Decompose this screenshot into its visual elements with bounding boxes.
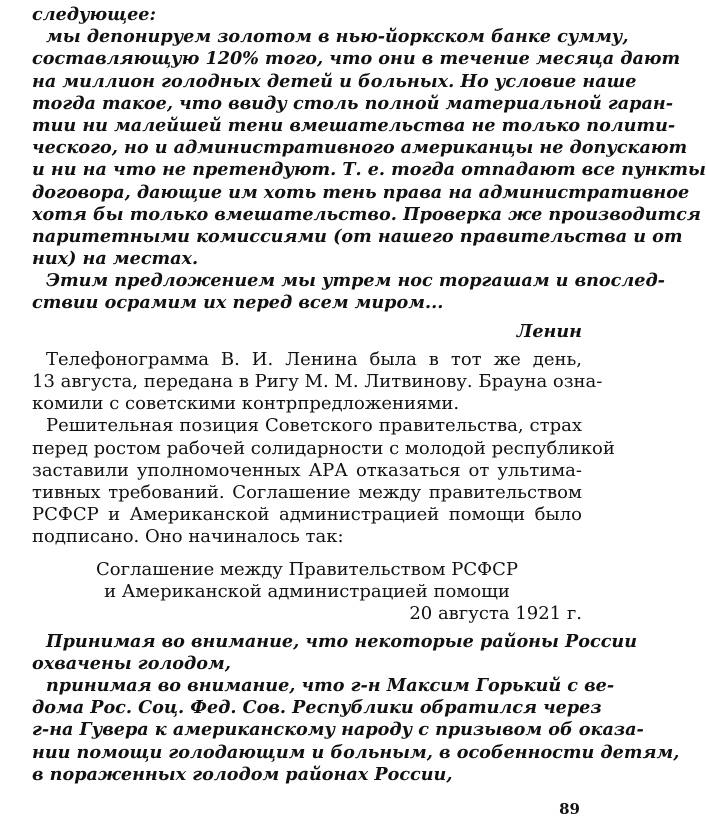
letter-line: мы депонируем золотом в нью-йоркском банке сумму,: [46, 26, 629, 48]
letter-line: ствии осрамим их перед всем миром...: [32, 292, 444, 314]
letter-line: них) на местах.: [32, 248, 199, 270]
narrative-paragraph-1: [32, 348, 603, 416]
clause-line: в пораженных голодом районах России,: [32, 763, 453, 785]
paragraph-line: перед ростом рабочей солидарности с молодой республикой: [32, 437, 615, 459]
clause-line: нии помощи голодающим и больным, в особенности детям,: [32, 741, 680, 763]
paragraph-line: заставили уполномоченных АРА отказаться от ультима-: [32, 459, 582, 481]
agreement-title-line-2: и Американской администрацией помощи: [104, 580, 510, 602]
letter-line: на миллион голодных детей и больных. Но условие наше: [32, 70, 637, 92]
paragraph-line: подписано. Оно начиналось так:: [32, 526, 344, 548]
paragraph-line: Решительная позиция Советского правительства, страх: [46, 415, 582, 437]
letter-line: тогда такое, что ввиду столь полной материальной гаран-: [32, 92, 674, 114]
agreement-title-line-1: Соглашение между Правительством РСФСР: [96, 558, 518, 580]
narrative-paragraph-2: [32, 415, 615, 548]
paragraph-line: тивных требований. Соглашение между правительством: [32, 481, 582, 503]
page-body: [32, 4, 706, 786]
letter-line: договора, дающие им хоть тень права на административное: [32, 181, 690, 203]
agreement-date: 20 августа 1921 г.: [409, 602, 582, 624]
agreement-clause-1: [32, 630, 638, 675]
letter-line: следующее:: [32, 4, 156, 25]
letter-line: Этим предложением мы утрем нос торгашам и впослед-: [46, 270, 665, 292]
letter-quote: [32, 4, 706, 315]
clause-line: г-на Гувера к американскому народу с призывом об оказа-: [32, 719, 644, 741]
letter-line: и ни на что не претендуют. Т. е. тогда отпадают все пункты: [32, 159, 706, 181]
paragraph-line: 13 августа, передана в Ригу М. М. Литвинову. Брауна озна-: [32, 371, 603, 392]
agreement-heading: [32, 559, 582, 625]
letter-line: тии ни малейшей тени вмешательства не только полити-: [32, 114, 676, 136]
letter-line: паритетными комиссиями (от нашего правительства и от: [32, 225, 683, 247]
clause-line: принимая во внимание, что г-н Максим Горький с ве-: [46, 675, 615, 697]
paragraph-line: комили с советскими контрпредложениями.: [32, 393, 460, 415]
clause-line: дома Рос. Соц. Фед. Сов. Республики обратился через: [32, 697, 602, 719]
clause-line: охвачены голодом,: [32, 652, 231, 674]
agreement-clause-2: [32, 675, 680, 786]
letter-line: ческого, но и административного американцы не допускают: [32, 137, 688, 159]
letter-line: хотя бы только вмешательство. Проверка же производится: [32, 203, 701, 225]
clause-line: Принимая во внимание, что некоторые районы России: [46, 630, 638, 652]
paragraph-line: РСФСР и Американской администрацией помощи было: [32, 504, 582, 526]
letter-line: составляющую 120% того, что они в течение месяца дают: [32, 48, 681, 70]
paragraph-line: Телефонограмма В. И. Ленина была в тот же день,: [46, 348, 582, 370]
letter-signature: Ленин: [516, 320, 582, 342]
page-number: 89: [559, 800, 580, 818]
